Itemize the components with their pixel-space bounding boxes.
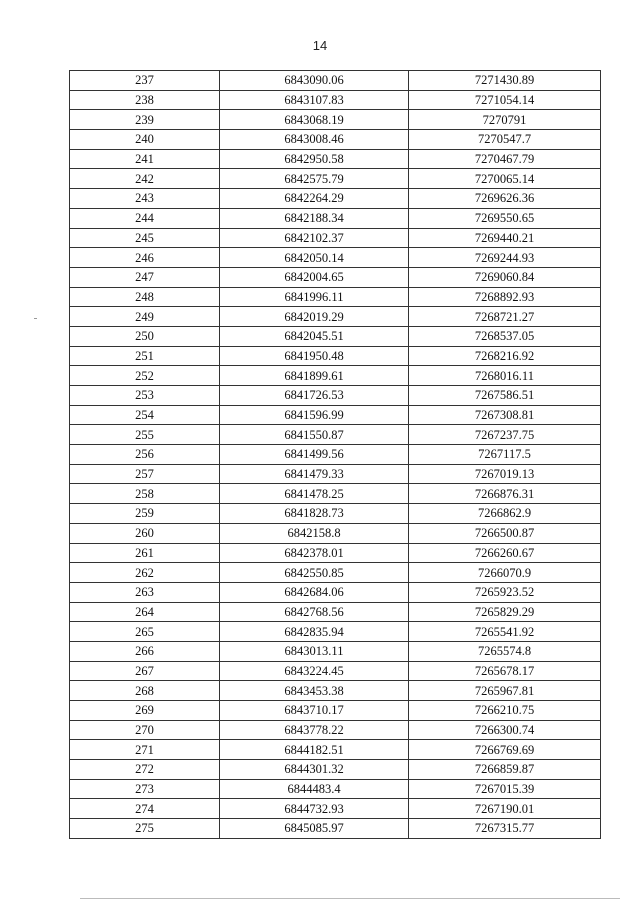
table-row xyxy=(70,208,601,228)
x-coordinate-cell: 6841950.48 xyxy=(220,346,409,366)
x-coordinate-cell: 6842768.56 xyxy=(220,602,409,622)
point-number-cell: 260 xyxy=(70,523,220,543)
y-coordinate-cell: 7267015.39 xyxy=(409,779,601,799)
x-coordinate-cell: 6841726.53 xyxy=(220,386,409,406)
table-row xyxy=(70,602,601,622)
table-row xyxy=(70,523,601,543)
point-number-cell: 256 xyxy=(70,445,220,465)
table-row xyxy=(70,386,601,406)
table-row xyxy=(70,189,601,209)
table-row xyxy=(70,582,601,602)
y-coordinate-cell: 7270791 xyxy=(409,110,601,130)
table-row xyxy=(70,681,601,701)
point-number-cell: 262 xyxy=(70,563,220,583)
y-coordinate-cell: 7266500.87 xyxy=(409,523,601,543)
y-coordinate-cell: 7268721.27 xyxy=(409,307,601,327)
point-number-cell: 250 xyxy=(70,326,220,346)
y-coordinate-cell: 7269626.36 xyxy=(409,189,601,209)
table-row xyxy=(70,267,601,287)
y-coordinate-cell: 7270065.14 xyxy=(409,169,601,189)
table-row xyxy=(70,543,601,563)
x-coordinate-cell: 6842264.29 xyxy=(220,189,409,209)
point-number-cell: 245 xyxy=(70,228,220,248)
point-number-cell: 237 xyxy=(70,71,220,91)
y-coordinate-cell: 7271054.14 xyxy=(409,90,601,110)
y-coordinate-cell: 7265541.92 xyxy=(409,622,601,642)
point-number-cell: 238 xyxy=(70,90,220,110)
table-row xyxy=(70,366,601,386)
point-number-cell: 239 xyxy=(70,110,220,130)
point-number-cell: 263 xyxy=(70,582,220,602)
y-coordinate-cell: 7267237.75 xyxy=(409,425,601,445)
y-coordinate-cell: 7265574.8 xyxy=(409,641,601,661)
x-coordinate-cell: 6841499.56 xyxy=(220,445,409,465)
table-row xyxy=(70,504,601,524)
x-coordinate-cell: 6843008.46 xyxy=(220,130,409,150)
table-row xyxy=(70,622,601,642)
point-number-cell: 252 xyxy=(70,366,220,386)
point-number-cell: 271 xyxy=(70,740,220,760)
point-number-cell: 264 xyxy=(70,602,220,622)
table-row xyxy=(70,740,601,760)
table-row xyxy=(70,326,601,346)
table-row xyxy=(70,149,601,169)
table-row xyxy=(70,90,601,110)
y-coordinate-cell: 7270547.7 xyxy=(409,130,601,150)
x-coordinate-cell: 6842950.58 xyxy=(220,149,409,169)
x-coordinate-cell: 6841996.11 xyxy=(220,287,409,307)
y-coordinate-cell: 7266859.87 xyxy=(409,760,601,780)
y-coordinate-cell: 7269060.84 xyxy=(409,267,601,287)
point-number-cell: 275 xyxy=(70,819,220,839)
x-coordinate-cell: 6843710.17 xyxy=(220,701,409,721)
x-coordinate-cell: 6842835.94 xyxy=(220,622,409,642)
table-row xyxy=(70,405,601,425)
y-coordinate-cell: 7265678.17 xyxy=(409,661,601,681)
y-coordinate-cell: 7267308.81 xyxy=(409,405,601,425)
x-coordinate-cell: 6842378.01 xyxy=(220,543,409,563)
point-number-cell: 267 xyxy=(70,661,220,681)
y-coordinate-cell: 7267019.13 xyxy=(409,464,601,484)
x-coordinate-cell: 6844301.32 xyxy=(220,760,409,780)
x-coordinate-cell: 6845085.97 xyxy=(220,819,409,839)
y-coordinate-cell: 7268892.93 xyxy=(409,287,601,307)
point-number-cell: 265 xyxy=(70,622,220,642)
y-coordinate-cell: 7268016.11 xyxy=(409,366,601,386)
table-row xyxy=(70,346,601,366)
x-coordinate-cell: 6842684.06 xyxy=(220,582,409,602)
y-coordinate-cell: 7269244.93 xyxy=(409,248,601,268)
y-coordinate-cell: 7271430.89 xyxy=(409,71,601,91)
y-coordinate-cell: 7265923.52 xyxy=(409,582,601,602)
table-row xyxy=(70,484,601,504)
coordinates-table xyxy=(69,70,601,839)
point-number-cell: 243 xyxy=(70,189,220,209)
point-number-cell: 241 xyxy=(70,149,220,169)
x-coordinate-cell: 6842102.37 xyxy=(220,228,409,248)
x-coordinate-cell: 6844182.51 xyxy=(220,740,409,760)
scan-mark xyxy=(34,318,37,319)
table-row xyxy=(70,169,601,189)
point-number-cell: 248 xyxy=(70,287,220,307)
y-coordinate-cell: 7267190.01 xyxy=(409,799,601,819)
point-number-cell: 249 xyxy=(70,307,220,327)
table-row xyxy=(70,799,601,819)
x-coordinate-cell: 6844483.4 xyxy=(220,779,409,799)
point-number-cell: 269 xyxy=(70,701,220,721)
point-number-cell: 242 xyxy=(70,169,220,189)
table-row xyxy=(70,307,601,327)
table-row xyxy=(70,819,601,839)
y-coordinate-cell: 7269550.65 xyxy=(409,208,601,228)
table-row xyxy=(70,760,601,780)
table-row xyxy=(70,445,601,465)
point-number-cell: 247 xyxy=(70,267,220,287)
table-row xyxy=(70,701,601,721)
x-coordinate-cell: 6843068.19 xyxy=(220,110,409,130)
x-coordinate-cell: 6841479.33 xyxy=(220,464,409,484)
y-coordinate-cell: 7267315.77 xyxy=(409,819,601,839)
y-coordinate-cell: 7266210.75 xyxy=(409,701,601,721)
table-row xyxy=(70,130,601,150)
table-row xyxy=(70,71,601,91)
point-number-cell: 258 xyxy=(70,484,220,504)
point-number-cell: 254 xyxy=(70,405,220,425)
point-number-cell: 255 xyxy=(70,425,220,445)
point-number-cell: 273 xyxy=(70,779,220,799)
point-number-cell: 261 xyxy=(70,543,220,563)
y-coordinate-cell: 7268216.92 xyxy=(409,346,601,366)
x-coordinate-cell: 6843090.06 xyxy=(220,71,409,91)
x-coordinate-cell: 6842188.34 xyxy=(220,208,409,228)
point-number-cell: 257 xyxy=(70,464,220,484)
point-number-cell: 272 xyxy=(70,760,220,780)
x-coordinate-cell: 6843224.45 xyxy=(220,661,409,681)
table-row xyxy=(70,248,601,268)
y-coordinate-cell: 7266862.9 xyxy=(409,504,601,524)
x-coordinate-cell: 6841478.25 xyxy=(220,484,409,504)
point-number-cell: 253 xyxy=(70,386,220,406)
x-coordinate-cell: 6841899.61 xyxy=(220,366,409,386)
point-number-cell: 240 xyxy=(70,130,220,150)
table-row xyxy=(70,110,601,130)
y-coordinate-cell: 7265967.81 xyxy=(409,681,601,701)
x-coordinate-cell: 6843107.83 xyxy=(220,90,409,110)
y-coordinate-cell: 7267586.51 xyxy=(409,386,601,406)
y-coordinate-cell: 7269440.21 xyxy=(409,228,601,248)
x-coordinate-cell: 6842575.79 xyxy=(220,169,409,189)
table-row xyxy=(70,779,601,799)
y-coordinate-cell: 7266300.74 xyxy=(409,720,601,740)
point-number-cell: 251 xyxy=(70,346,220,366)
x-coordinate-cell: 6841550.87 xyxy=(220,425,409,445)
point-number-cell: 266 xyxy=(70,641,220,661)
point-number-cell: 274 xyxy=(70,799,220,819)
page-number: 14 xyxy=(312,38,328,53)
table-row xyxy=(70,720,601,740)
x-coordinate-cell: 6843778.22 xyxy=(220,720,409,740)
table-row xyxy=(70,563,601,583)
y-coordinate-cell: 7266769.69 xyxy=(409,740,601,760)
table-row xyxy=(70,464,601,484)
y-coordinate-cell: 7265829.29 xyxy=(409,602,601,622)
x-coordinate-cell: 6843453.38 xyxy=(220,681,409,701)
point-number-cell: 270 xyxy=(70,720,220,740)
x-coordinate-cell: 6842004.65 xyxy=(220,267,409,287)
table-row xyxy=(70,641,601,661)
x-coordinate-cell: 6841596.99 xyxy=(220,405,409,425)
page-bottom-line xyxy=(80,898,620,899)
table-row xyxy=(70,228,601,248)
x-coordinate-cell: 6843013.11 xyxy=(220,641,409,661)
point-number-cell: 259 xyxy=(70,504,220,524)
y-coordinate-cell: 7267117.5 xyxy=(409,445,601,465)
table-row xyxy=(70,661,601,681)
table-row xyxy=(70,425,601,445)
x-coordinate-cell: 6844732.93 xyxy=(220,799,409,819)
point-number-cell: 244 xyxy=(70,208,220,228)
table-row xyxy=(70,287,601,307)
x-coordinate-cell: 6842550.85 xyxy=(220,563,409,583)
y-coordinate-cell: 7266070.9 xyxy=(409,563,601,583)
coordinates-table-body xyxy=(70,71,601,839)
x-coordinate-cell: 6842019.29 xyxy=(220,307,409,327)
x-coordinate-cell: 6842158.8 xyxy=(220,523,409,543)
x-coordinate-cell: 6842045.51 xyxy=(220,326,409,346)
y-coordinate-cell: 7266876.31 xyxy=(409,484,601,504)
y-coordinate-cell: 7268537.05 xyxy=(409,326,601,346)
y-coordinate-cell: 7270467.79 xyxy=(409,149,601,169)
x-coordinate-cell: 6842050.14 xyxy=(220,248,409,268)
y-coordinate-cell: 7266260.67 xyxy=(409,543,601,563)
point-number-cell: 246 xyxy=(70,248,220,268)
point-number-cell: 268 xyxy=(70,681,220,701)
x-coordinate-cell: 6841828.73 xyxy=(220,504,409,524)
